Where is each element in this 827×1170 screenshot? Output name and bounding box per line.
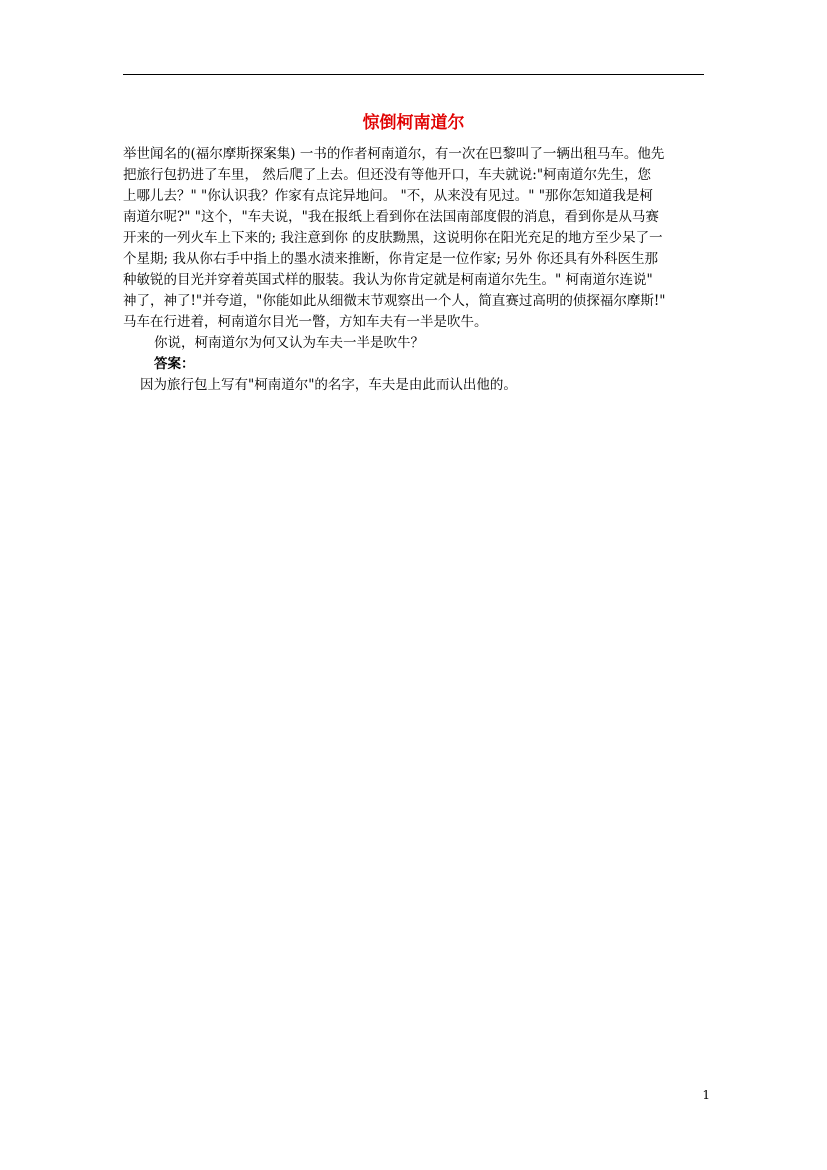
story-line: 神了，神了!"并夸道，"你能如此从细微末节观察出一个人，简直赛过高明的侦探福尔摩斯!": [123, 293, 666, 309]
story-line: 举世闻名的(福尔摩斯探案集) 一书的作者柯南道尔，有一次在巴黎叫了一辆出租马车。他先: [123, 146, 665, 162]
story-line: 马车在行进着，柯南道尔目光一瞥，方知车夫有一半是吹牛。: [123, 314, 488, 330]
header-rule: [123, 74, 704, 75]
answer-text: 因为旅行包上写有"柯南道尔"的名字，车夫是由此而认出他的。: [140, 377, 517, 393]
story-line: 种敏锐的目光并穿着英国式样的服装。我认为你肯定就是柯南道尔先生。" 柯南道尔连说": [123, 272, 653, 288]
document-body: [123, 144, 723, 396]
document-title: 惊倒柯南道尔: [362, 113, 465, 133]
page-number: 1: [702, 1088, 710, 1102]
story-line: 上哪儿去？" "你认识我？作家有点诧异地问。 "不，从来没有见过。" "那你怎知道我是柯: [123, 188, 653, 204]
story-line: 开来的一列火车上下来的; 我注意到你 的皮肤黝黑，这说明你在阳光充足的地方至少呆了一: [123, 230, 663, 246]
story-line: 南道尔呢?" "这个，"车夫说，"我在报纸上看到你在法国南部度假的消息，看到你是从马赛: [123, 209, 659, 225]
story-line: 把旅行包扔进了车里， 然后爬了上去。但还没有等他开口，车夫就说:"柯南道尔先生，您: [123, 167, 652, 183]
story-line: 个星期; 我从你右手中指上的墨水渍来推断，你肯定是一位作家; 另外 你还具有外科医生那: [123, 251, 658, 267]
question-text: 你说，柯南道尔为何又认为车夫一半是吹牛？: [154, 335, 424, 351]
answer-label: 答案：: [154, 356, 195, 372]
